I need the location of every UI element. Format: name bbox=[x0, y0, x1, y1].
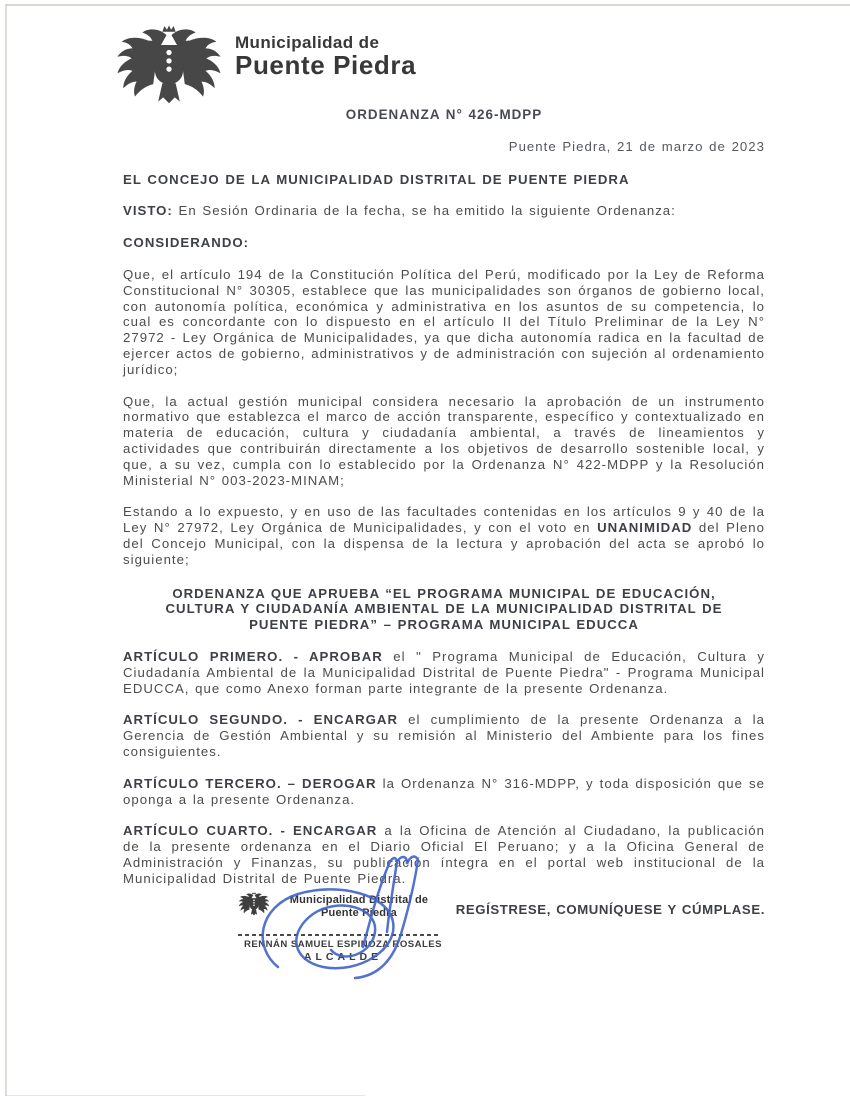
stamp-line1: Municipalidad Distrital de bbox=[289, 894, 429, 906]
considerando-heading: CONSIDERANDO: bbox=[123, 235, 250, 251]
article-primero-text: el " Programa Municipal de Educación, Cultura y Ciudadanía Ambiental de la Municipalidad Distrital de Puente Piedra" - Programa Municipal EDUCCA, que como Anexo forman parte integrante de la presente Ordenanza. bbox=[123, 648, 765, 696]
logo-org-line2: Puente Piedra bbox=[235, 50, 417, 80]
scan-edge-bottom bbox=[5, 1095, 365, 1096]
visto-paragraph bbox=[123, 203, 765, 219]
article-cuarto bbox=[123, 823, 765, 886]
signature-stamp-block bbox=[238, 886, 448, 963]
article-cuarto-label: ARTÍCULO CUARTO. - ENCARGAR bbox=[123, 823, 378, 839]
article-segundo bbox=[123, 712, 765, 759]
logo-wordmark bbox=[235, 34, 416, 78]
article-segundo-label: ARTÍCULO SEGUNDO. - ENCARGAR bbox=[123, 712, 398, 728]
article-tercero-label: ARTÍCULO TERCERO. – DEROGAR bbox=[123, 775, 377, 791]
stamp-line2: Puente Piedra bbox=[321, 906, 397, 919]
resolution-paragraph bbox=[123, 504, 765, 567]
scan-edge-top bbox=[6, 4, 850, 6]
closing-line: REGÍSTRESE, COMUNÍQUESE Y CÚMPLASE. bbox=[455, 902, 765, 918]
document-body bbox=[123, 100, 765, 918]
signatory-name: RENNÁN SAMUEL ESPINOZA ROSALES bbox=[244, 939, 442, 950]
article-segundo-text: el cumplimiento de la presente Ordenanza a la Gerencia de Gestión Ambiental y su remisión al Ministerio del Ambiente para los fines consiguientes. bbox=[123, 712, 765, 759]
stamp-text bbox=[270, 894, 448, 919]
scan-edge-left bbox=[5, 4, 7, 1096]
municipal-coat-of-arms-icon bbox=[115, 25, 223, 110]
recital-paragraph-2: Que, la actual gestión municipal considera necesario la aprobación de un instrumento normativo que establezca el marco de acción transparente, específico y contextualizado en materia de educación, cultura y ciudadanía ambiental, a través de lineamientos y actividades que contribuirán directamente a los objetivos de desarrollo sostenible local, y que, a su vez, cumpla con lo establecido por la Ordenanza N° 422-MDPP y la Resolución Ministerial N° 003-2023-MINAM; bbox=[123, 393, 765, 488]
article-cuarto-text: a la Oficina de Atención al Ciudadano, la publicación de la presente ordenanza en el Diario Oficial El Peruano; y a la Oficina General de Administración y Finanzas, su publicación íntegra en el portal web institucional de la Municipalidad Distrital de Puente Piedra. bbox=[123, 823, 765, 886]
document-header bbox=[115, 25, 416, 110]
resolution-post: del Pleno del Concejo Municipal, con la dispensa de la lectura y aprobación del acta se aprobó lo siguiente; bbox=[123, 520, 765, 567]
stamp-seal-icon bbox=[238, 886, 270, 927]
visto-text: En Sesión Ordinaria de la fecha, se ha emitido la siguiente Ordenanza: bbox=[172, 203, 676, 219]
visto-label: VISTO: bbox=[123, 203, 173, 219]
article-tercero bbox=[123, 776, 765, 808]
ordinance-number: ORDENANZA N° 426-MDPP bbox=[345, 107, 543, 122]
council-heading: EL CONCEJO DE LA MUNICIPALIDAD DISTRITAL DE PUENTE PIEDRA bbox=[123, 171, 630, 187]
ordinance-title: ORDENANZA QUE APRUEBA “EL PROGRAMA MUNICIPAL DE EDUCACIÓN, CULTURA Y CIUDADANÍA AMBIENTAL DE LA MUNICIPALIDAD DISTRITAL DE PUENTE PIEDRA” – PROGRAMA MUNICIPAL EDUCCA bbox=[165, 585, 723, 633]
article-primero-label: ARTÍCULO PRIMERO. - APROBAR bbox=[123, 648, 383, 664]
stamp-row bbox=[238, 886, 448, 927]
resolution-unanimidad: UNANIMIDAD bbox=[597, 520, 693, 536]
dateline: Puente Piedra, 21 de marzo de 2023 bbox=[508, 138, 765, 154]
signatory-role: ALCALDE bbox=[303, 951, 383, 963]
signature-divider bbox=[238, 934, 440, 936]
resolution-pre: Estando a lo expuesto, y en uso de las facultades contenidas en los artículos 9 y 40 de la Ley N° 27972, Ley Orgánica de Municipalidades, y con el voto en bbox=[123, 504, 765, 536]
recital-paragraph-1: Que, el artículo 194 de la Constitución Política del Perú, modificado por la Ley de Reforma Constitucional N° 30305, establece que las municipalidades son órganos de gobierno local, con autonomía política, económica y administrativa en los asuntos de su competencia, lo cual es concordante con lo dispuesto en el artículo II del Título Preliminar de la Ley N° 27972 - Ley Orgánica de Municipalidades, ya que dicha autonomía radica en la facultad de ejercer actos de gobierno, administrativos y de administración con sujeción al ordenamiento jurídico; bbox=[123, 266, 765, 377]
logo-org-line1: Municipalidad de bbox=[235, 33, 380, 52]
article-tercero-text: la Ordenanza N° 316-MDPP, y toda disposición que se oponga a la presente Ordenanza. bbox=[123, 775, 766, 807]
article-primero bbox=[123, 649, 765, 696]
